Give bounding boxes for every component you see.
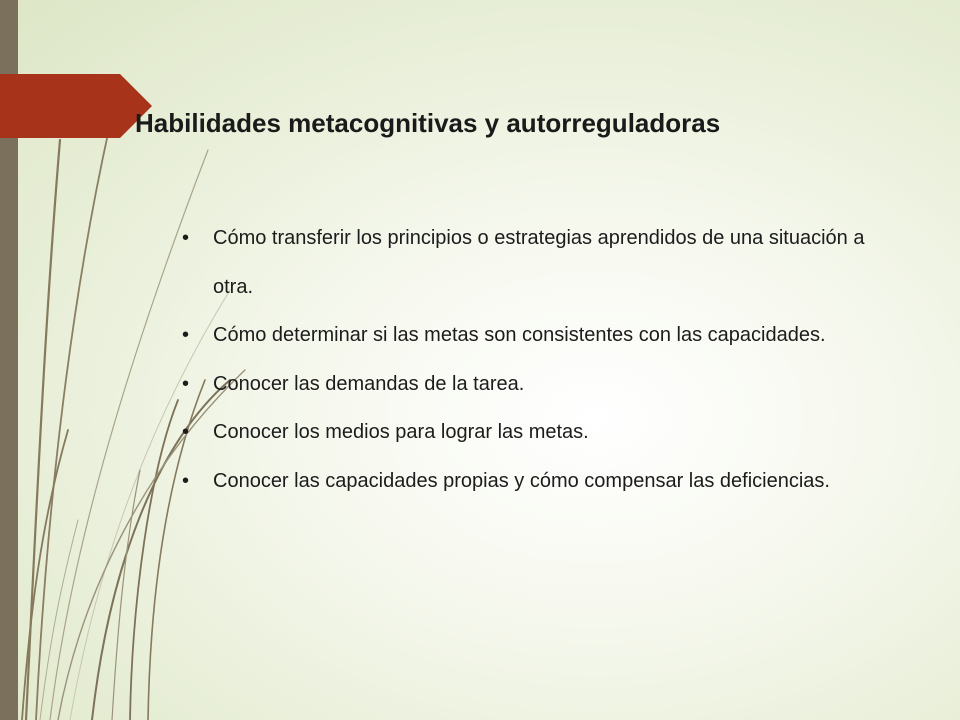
bullet-dot-icon: • (182, 421, 190, 443)
slide-title: Habilidades metacognitivas y autorreguladoras (135, 108, 721, 138)
bullet-text: Conocer los medios para lograr las metas. (213, 421, 589, 443)
bullet-text: Cómo determinar si las metas son consistentes con las capacidades. (213, 324, 826, 346)
bullet-dot-icon: • (182, 372, 190, 395)
bullet-text: Conocer las capacidades propias y cómo compensar las deficiencias. (213, 469, 830, 492)
bullet-dot-icon: • (182, 324, 190, 346)
bullet-item (182, 311, 902, 360)
bullet-item (182, 214, 902, 311)
bullet-text: Cómo transferir los principios o estrategias aprendidos de una situación a otra. (213, 227, 865, 298)
bullet-item (182, 457, 902, 506)
bullet-dot-icon: • (182, 469, 190, 492)
bullet-item (182, 360, 902, 409)
bullet-list (182, 214, 902, 505)
bullet-dot-icon: • (182, 227, 190, 249)
title-accent-tab (0, 74, 152, 138)
bullet-item (182, 408, 902, 457)
bullet-text: Conocer las demandas de la tarea. (213, 372, 525, 395)
